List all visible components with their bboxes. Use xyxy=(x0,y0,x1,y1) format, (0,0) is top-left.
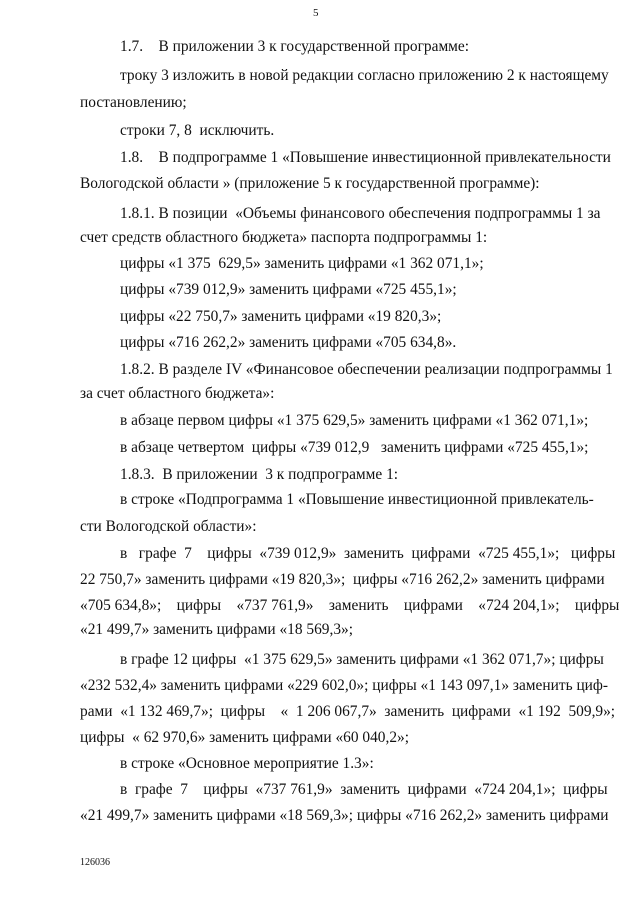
footer-code: 126036 xyxy=(80,857,110,868)
text-line: 1.8. В подпрограмме 1 «Повышение инвестиционной привлекательности xyxy=(120,149,611,166)
text-line: строки 7, 8 исключить. xyxy=(120,122,275,139)
page-number: 5 xyxy=(313,7,319,19)
text-line: сти Вологодской области»: xyxy=(80,518,257,535)
text-line: в графе 7 цифры «737 761,9» заменить цифрами «724 204,1»; цифры xyxy=(120,781,608,798)
text-line: «21 499,7» заменить цифрами «18 569,3»; цифры «716 262,2» заменить цифрами xyxy=(80,807,609,824)
text-line: 1.8.1. В позиции «Объемы финансового обеспечения подпрограммы 1 за xyxy=(120,205,601,222)
text-line: за счет областного бюджета»: xyxy=(80,385,275,402)
text-line: счет средств областного бюджета» паспорта подпрограммы 1: xyxy=(80,229,488,246)
text-line: троку 3 изложить в новой редакции согласно приложению 2 к настоящему xyxy=(120,67,609,84)
text-line: 1.7. В приложении 3 к государственной программе: xyxy=(120,38,470,55)
text-line: цифры « 62 970,6» заменить цифрами «60 040,2»; xyxy=(80,729,410,746)
text-line: «705 634,8»; цифры «737 761,9» заменить цифрами «724 204,1»; цифры xyxy=(80,597,620,614)
text-line: рами «1 132 469,7»; цифры « 1 206 067,7» заменить цифрами «1 192 509,9»; xyxy=(80,703,616,720)
text-line: «21 499,7» заменить цифрами «18 569,3»; xyxy=(80,621,353,638)
text-line: цифры «716 262,2» заменить цифрами «705 634,8». xyxy=(120,334,457,351)
text-line: Вологодской области » (приложение 5 к государственной программе): xyxy=(80,175,540,192)
text-line: в графе 7 цифры «739 012,9» заменить цифрами «725 455,1»; цифры xyxy=(120,545,616,562)
text-line: 22 750,7» заменить цифрами «19 820,3»; цифры «716 262,2» заменить цифрами xyxy=(80,571,605,588)
text-line: в абзаце четвертом цифры «739 012,9 заменить цифрами «725 455,1»; xyxy=(120,439,589,456)
text-line: 1.8.2. В разделе IV «Финансовое обеспечении реализации подпрограммы 1 xyxy=(120,361,613,378)
text-line: в строке «Основное мероприятие 1.3»: xyxy=(120,755,374,772)
text-line: цифры «1 375 629,5» заменить цифрами «1 362 071,1»; xyxy=(120,255,484,272)
text-line: в графе 12 цифры «1 375 629,5» заменить цифрами «1 362 071,7»; цифры xyxy=(120,651,604,668)
text-line: цифры «739 012,9» заменить цифрами «725 455,1»; xyxy=(120,281,457,298)
text-line: цифры «22 750,7» заменить цифрами «19 820,3»; xyxy=(120,308,442,325)
text-line: 1.8.3. В приложении 3 к подпрограмме 1: xyxy=(120,466,399,483)
text-line: в строке «Подпрограмма 1 «Повышение инвестиционной привлекатель- xyxy=(120,491,594,508)
text-line: в абзаце первом цифры «1 375 629,5» заменить цифрами «1 362 071,1»; xyxy=(120,412,589,429)
text-line: постановлению; xyxy=(80,94,187,111)
text-line: «232 532,4» заменить цифрами «229 602,0»; цифры «1 143 097,1» заменить циф- xyxy=(80,677,609,694)
